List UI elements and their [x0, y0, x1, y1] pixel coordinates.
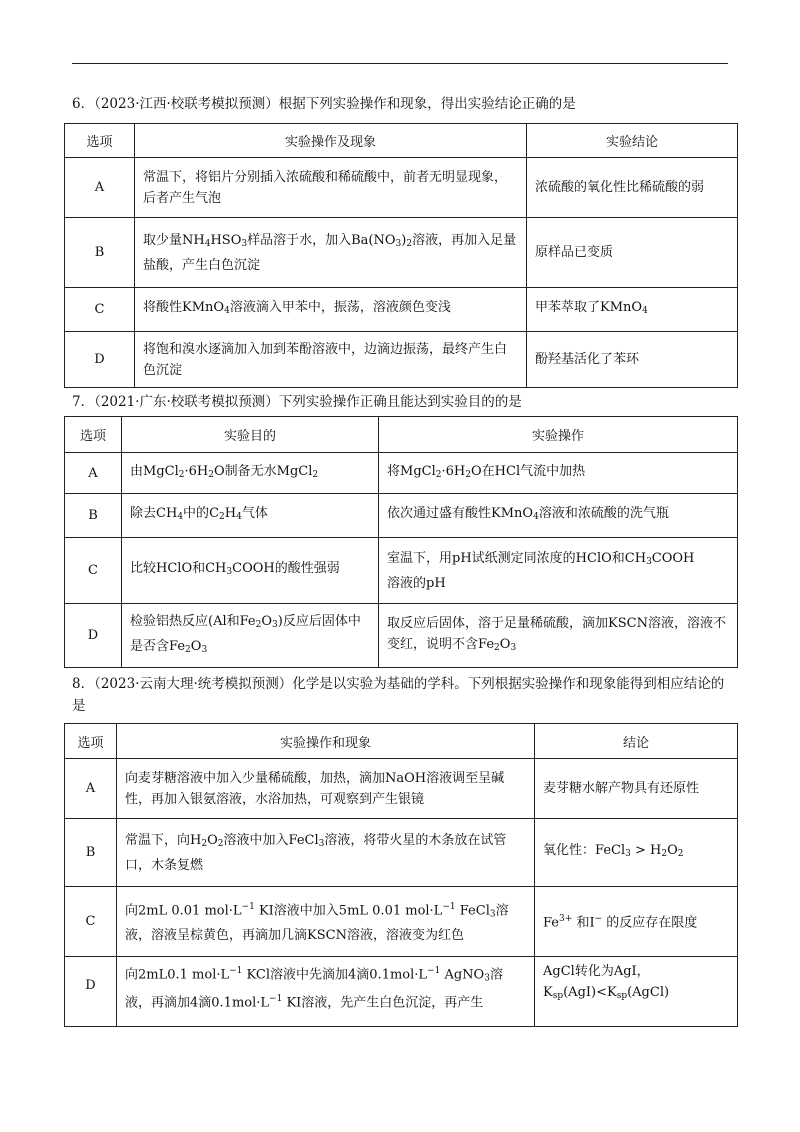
operation-cell: 向麦芽糖溶液中加入少量稀硫酸，加热，滴加NaOH溶液调至呈碱性，再加入银氨溶液，水浴加热，可观察到产生银镜	[117, 759, 535, 819]
table-row	[65, 538, 738, 604]
conclusion-cell: 氧化性：FeCl$_3$ > $H_2O_2$	[535, 819, 738, 887]
q7-table	[64, 416, 738, 668]
option-label: C	[65, 288, 135, 332]
option-label: D	[65, 957, 117, 1027]
goal-cell: 比较HClO和$CH_3COOH$的酸性强弱	[122, 538, 379, 604]
goal-cell: 除去$CH_4$中的$C_2H_4$气体	[122, 494, 379, 538]
option-label: C	[65, 538, 122, 604]
operation-cell: 依次通过盛有酸性KMnO$_4$溶液和浓硫酸的洗气瓶	[379, 494, 738, 538]
q6-stem: 6．（2023·江西·校联考模拟预测）根据下列实验操作和现象，得出实验结论正确的是	[72, 96, 576, 112]
operation-cell: 将饱和溴水逐滴加入加到苯酚溶液中，边滴边振荡，最终产生白色沉淀	[135, 332, 527, 388]
option-label: A	[65, 759, 117, 819]
top-rule	[72, 63, 728, 64]
q8-header-option: 选项	[65, 724, 117, 759]
q6-table	[64, 123, 738, 388]
q7-header-operation: 实验操作	[379, 417, 738, 453]
operation-cell: 将$MgCl_2\cdot 6H_2O$在HCl气流中加热	[379, 453, 738, 494]
q8-table	[64, 723, 738, 1027]
table-row	[65, 158, 738, 218]
conclusion-cell: AgCl转化为AgI， $K_{sp}(AgI)<K_{sp}(AgCl)$	[535, 957, 738, 1027]
option-label: A	[65, 453, 122, 494]
operation-cell: 取反应后固体，溶于足量稀硫酸，滴加KSCN溶液，溶液不变红，说明不含$Fe_2O_3$	[379, 604, 738, 668]
table-row	[65, 288, 738, 332]
table-row	[65, 218, 738, 288]
option-label: D	[65, 332, 135, 388]
operation-cell: 常温下，向$H_2O_2$溶液中加入FeCl$_3$溶液，将带火星的木条放在试管口，木条复燃	[117, 819, 535, 887]
option-label: C	[65, 887, 117, 957]
q8-header-conclusion: 结论	[535, 724, 738, 759]
q6-header-operation: 实验操作及现象	[135, 124, 527, 158]
option-label: B	[65, 494, 122, 538]
table-row	[65, 604, 738, 668]
q7-stem: 7．（2021·广东·校联考模拟预测）下列实验操作正确且能达到实验目的的是	[72, 394, 522, 410]
goal-cell: 检验铝热反应(Al和$Fe_2O_3$)反应后固体中是否含$Fe_2O_3$	[122, 604, 379, 668]
table-row	[65, 759, 738, 819]
conclusion-cell: $Fe^{3+}$ 和I− 的反应存在限度	[535, 887, 738, 957]
table-row	[65, 957, 738, 1027]
option-label: D	[65, 604, 122, 668]
operation-cell: 向2mL 0.01 $mol\cdot L^{-1}$ KI溶液中加入5mL 0.01 $mol\cdot L^{-1}$ FeCl$_3$溶液，溶液呈棕黄色，再滴加几滴KSCN溶液，溶液变为红色	[117, 887, 535, 957]
conclusion-cell: 甲苯萃取了KMnO$_4$	[527, 288, 738, 332]
conclusion-cell: 原样品已变质	[527, 218, 738, 288]
q8-header-operation: 实验操作和现象	[117, 724, 535, 759]
operation-cell: 常温下，将铝片分别插入浓硫酸和稀硫酸中，前者无明显现象，后者产生气泡	[135, 158, 527, 218]
operation-cell: 将酸性KMnO$_4$溶液滴入甲苯中，振荡，溶液颜色变浅	[135, 288, 527, 332]
conclusion-cell: 浓硫酸的氧化性比稀硫酸的弱	[527, 158, 738, 218]
q6-header-option: 选项	[65, 124, 135, 158]
table-row	[65, 819, 738, 887]
option-label: B	[65, 819, 117, 887]
option-label: B	[65, 218, 135, 288]
q7-header-goal: 实验目的	[122, 417, 379, 453]
table-row	[65, 887, 738, 957]
operation-cell: 室温下，用pH试纸测定同浓度的HClO和$CH_3COOH$ 溶液的pH	[379, 538, 738, 604]
operation-cell: 向2mL0.1 $mol\cdot L^{-1}$ KCl溶液中先滴加4滴$0.1mol\cdot L^{-1}$ AgNO$_3$溶液，再滴加4滴$0.1mol\cdot L^{-1}$ KI溶液，先产生白色沉淀，再产生	[117, 957, 535, 1027]
q7-header-option: 选项	[65, 417, 122, 453]
table-row	[65, 494, 738, 538]
conclusion-cell: 酚羟基活化了苯环	[527, 332, 738, 388]
q8-stem: 8．（2023·云南大理·统考模拟预测）化学是以实验为基础的学科。下列根据实验操作和现象能得到相应结论的是	[72, 676, 725, 714]
operation-cell: 取少量$NH_4HSO_3$样品溶于水，加入$Ba(NO_3)_2$溶液，再加入足量盐酸，产生白色沉淀	[135, 218, 527, 288]
goal-cell: 由$MgCl_2\cdot 6H_2O$制备无水MgCl$_2$	[122, 453, 379, 494]
table-row	[65, 332, 738, 388]
option-label: A	[65, 158, 135, 218]
conclusion-cell: 麦芽糖水解产物具有还原性	[535, 759, 738, 819]
q6-header-conclusion: 实验结论	[527, 124, 738, 158]
table-row	[65, 453, 738, 494]
